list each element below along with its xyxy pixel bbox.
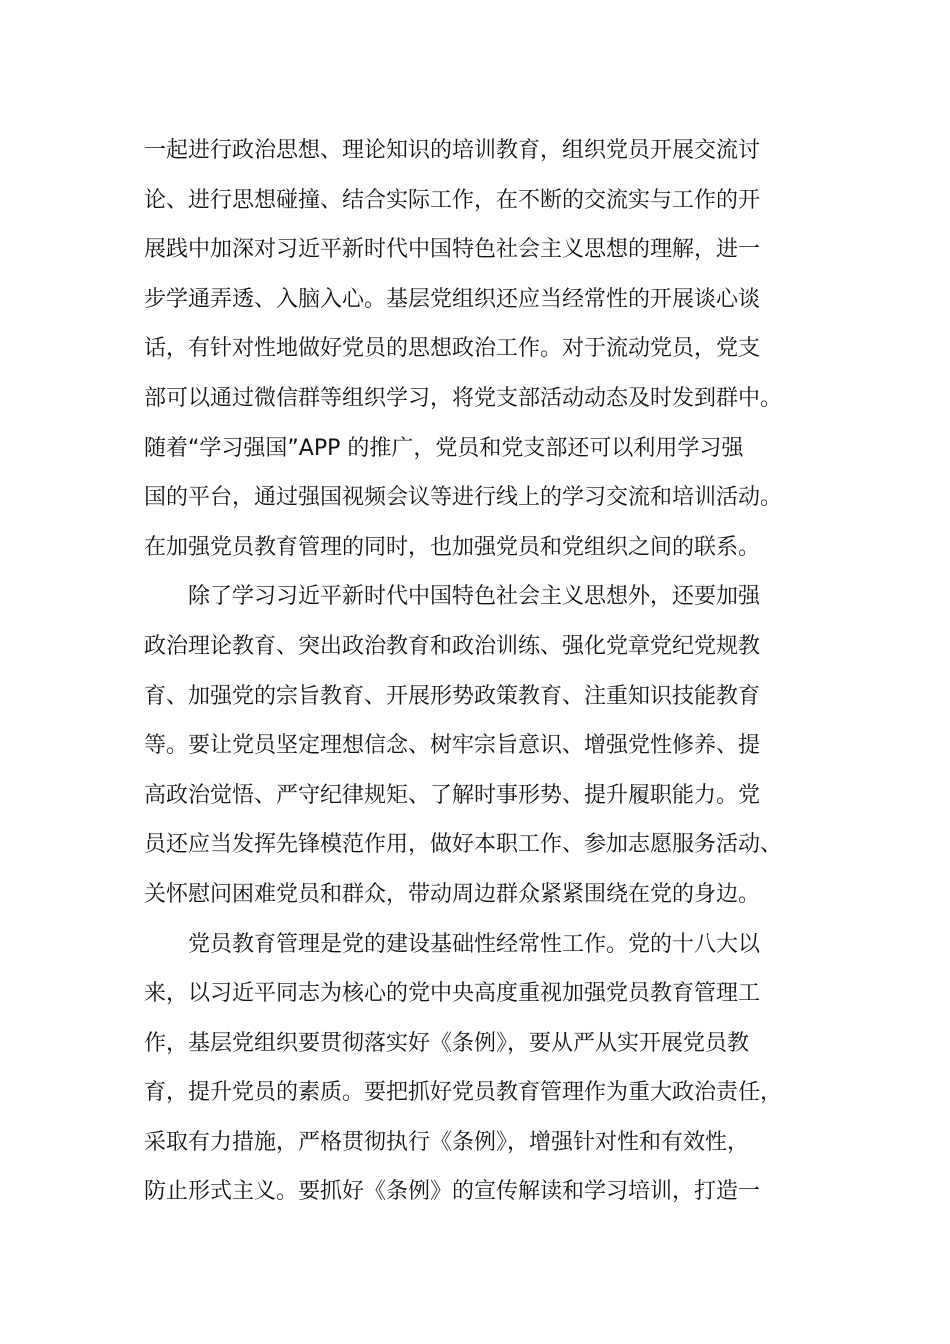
text-line: 员还应当发挥先锋模范作用，做好本职工作、参加志愿服务活动、 — [144, 832, 783, 858]
text-line: 作，基层党组织要贯彻落实好《条例》，要从严从实开展党员教 — [144, 1030, 750, 1056]
text-line: 关怀慰问困难党员和群众，带动周边群众紧紧围绕在党的身边。 — [144, 881, 761, 907]
text-line: 在加强党员教育管理的同时，也加强党员和党组织之间的联系。 — [144, 534, 761, 560]
text-line: 采取有力措施，严格贯彻执行《条例》，增强针对性和有效性， — [144, 1129, 750, 1155]
text-line: 论、进行思想碰撞、结合实际工作，在不断的交流实与工作的开 — [144, 187, 761, 213]
body-text — [144, 126, 804, 1217]
text-line: 高政治觉悟、严守纪律规矩、了解时事形势、提升履职能力。党 — [144, 782, 761, 808]
text-line: 一起进行政治思想、理论知识的培训教育，组织党员开展交流讨 — [144, 138, 761, 163]
text-line: 部可以通过微信群等组织学习，将党支部活动动态及时发到群中。 — [144, 385, 783, 411]
text-line: 除了学习习近平新时代中国特色社会主义思想外，还要加强 — [144, 584, 761, 610]
text-line: 随着“学习强国”APP 的推广，党员和党支部还可以利用学习强 — [144, 435, 744, 461]
text-line: 国的平台，通过强国视频会议等进行线上的学习交流和培训活动。 — [144, 485, 783, 511]
text-line: 话，有针对性地做好党员的思想政治工作。对于流动党员，党支 — [144, 336, 761, 362]
text-line: 步学通弄透、入脑入心。基层党组织还应当经常性的开展谈心谈 — [144, 286, 761, 312]
text-line: 等。要让党员坚定理想信念、树牢宗旨意识、增强党性修养、提 — [144, 733, 761, 759]
text-line: 政治理论教育、突出政治教育和政治训练、强化党章党纪党规教 — [144, 633, 761, 659]
text-line: 育、加强党的宗旨教育、开展形势政策教育、注重知识技能教育 — [144, 683, 761, 709]
text-line: 来，以习近平同志为核心的党中央高度重视加强党员教育管理工 — [144, 981, 761, 1007]
text-line: 展践中加深对习近平新时代中国特色社会主义思想的理解，进一 — [144, 237, 761, 263]
text-line: 防止形式主义。要抓好《条例》的宣传解读和学习培训，打造一 — [144, 1179, 761, 1205]
text-line: 育，提升党员的素质。要把抓好党员教育管理作为重大政治责任， — [144, 1080, 783, 1106]
text-line: 党员教育管理是党的建设基础性经常性工作。党的十八大以 — [144, 931, 761, 957]
